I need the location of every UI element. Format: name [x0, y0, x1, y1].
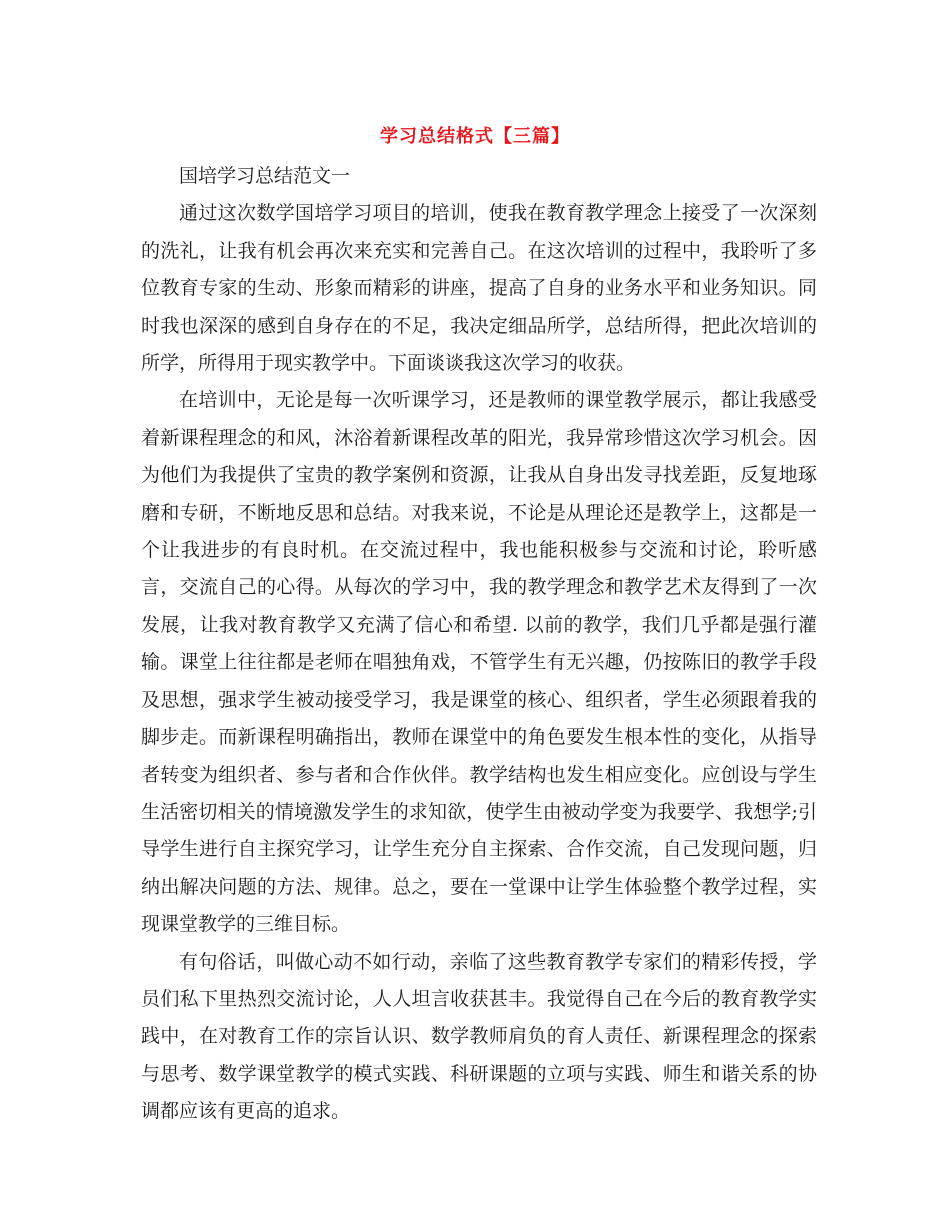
- section-heading: 国培学习总结范文一: [179, 165, 351, 187]
- body-paragraph: 通过这次数学国培学习项目的培训，使我在教育教学理念上接受了一次深刻的洗礼，让我有机会再次来充实和完善自己。在这次培训的过程中，我聆听了多位教育专家的生动、形象而精彩的讲座，提高了自身的业务水平和业务知识。同时我也深深的感到自身存在的不足，我决定细品所学，总结所得，把此次培训的所学，所得用于现实教学中。下面谈谈我这次学习的收获。: [141, 202, 817, 375]
- document-body: [141, 158, 817, 1131]
- document-title: 学习总结格式【三篇】: [380, 126, 570, 147]
- body-paragraph: 在培训中，无论是每一次听课学习，还是教师的课堂教学展示，都让我感受着新课程理念的和风，沐浴着新课程改革的阳光，我异常珍惜这次学习机会。因为他们为我提供了宝贵的教学案例和资源，让我从自身出发寻找差距，反复地琢磨和专研，不断地反思和总结。对我来说，不论是从理论还是教学上，这都是一个让我进步的有良时机。在交流过程中，我也能积极参与交流和讨论，聆听感言，交流自己的心得。从每次的学习中，我的教学理念和教学艺术友得到了一次发展，让我对教育教学又充满了信心和希望. 以前的教学，我们几乎都是强行灌输。课堂上往往都是老师在唱独角戏，不管学生有无兴趣，仍按陈旧的教学手段及思想，强求学生被动接受学习，我是课堂的核心、组织者，学生必须跟着我的脚步走。而新课程明确指出，教师在课堂中的角色要发生根本性的变化，从指导者转变为组织者、参与者和合作伙伴。教学结构也发生相应变化。应创设与学生生活密切相关的情境激发学生的求知欲，使学生由被动学变为我要学、我想学;引导学生进行自主探究学习，让学生充分自主探索、合作交流，自己发现问题，归纳出解决问题的方法、规律。总之，要在一堂课中让学生体验整个教学过程，实现课堂教学的三维目标。: [141, 389, 817, 936]
- body-paragraph: 有句俗话，叫做心动不如行动，亲临了这些教育教学专家们的精彩传授，学员们私下里热烈交流讨论，人人坦言收获甚丰。我觉得自己在今后的教育教学实践中，在对教育工作的宗旨认识、数学教师肩负的育人责任、新课程理念的探索与思考、数学课堂教学的模式实践、科研课题的立项与实践、师生和谐关系的协调都应该有更高的追求。: [141, 950, 817, 1123]
